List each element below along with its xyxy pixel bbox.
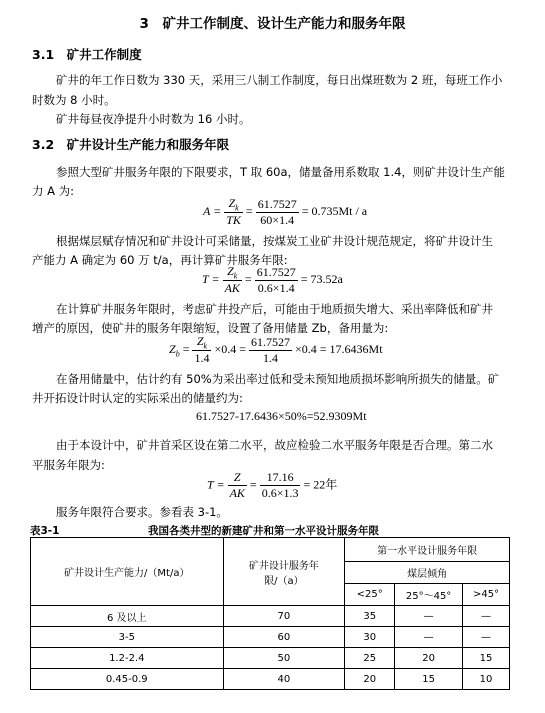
table-row [31,627,510,648]
table-title: 我国各类井型的新建矿井和第一水平设计服务年限 [148,525,379,537]
equation-4: 61.7527-17.6436×50%=52.9309Mt [196,409,367,423]
table-label: 表3-1 [30,525,60,537]
cell-dip2: 15 [395,669,463,690]
s32-paragraph5-line2: 平服务年限为: [32,458,105,472]
section-3-1-heading: 3.1 矿井工作制度 [32,47,142,62]
table-row [31,669,510,690]
cell-dip3: — [463,606,510,627]
cell-dip3: 10 [463,669,510,690]
s32-paragraph2-line1: 根据煤层赋存情况和矿井设计可采储量，按煤炭工业矿井设计规范规定，将矿井设计生 [56,234,493,248]
cell-life: 60 [223,627,345,648]
s31-paragraph1-line2: 时数为 8 小时。 [32,93,116,107]
header-dip-lt25: <25° [345,584,395,606]
cell-dip3: — [463,627,510,648]
table-row [31,606,510,627]
service-life-table [30,537,510,690]
cell-capacity: 0.45-0.9 [31,669,224,690]
s32-paragraph4-line2: 井开拓设计时认定的实际采出的储量约为: [32,391,243,405]
cell-dip1: 25 [345,648,395,669]
cell-capacity: 6 及以上 [31,606,224,627]
s32-paragraph1-line1: 参照大型矿井服务年限的下限要求，T 取 60a，储量备用系数取 1.4，则矿井设计生产能 [56,165,505,179]
cell-dip1: 20 [345,669,395,690]
cell-dip1: 30 [345,627,395,648]
s32-paragraph2-line2: 产能力 A 确定为 60 万 t/a，再计算矿井服务年限: [32,253,288,267]
s32-paragraph3-line2: 增产的原因，使矿井的服务年限缩短，设置了备用储量 Zb，备用量为: [32,321,389,335]
s32-paragraph3-line1: 在计算矿井服务年限时，考虑矿井投产后，可能由于地质损失增大、采出率降低和矿井 [56,302,493,316]
cell-dip2: 20 [395,648,463,669]
header-first-level: 第一水平设计服务年限 [345,538,510,562]
cell-dip3: 15 [463,648,510,669]
equation-1: A = $\frac{Z_k}{TK}$ = $\frac{61.7527}{60\times 1.4}$ = 0.735Mt / a [203,196,368,228]
cell-life: 40 [223,669,345,690]
cell-dip2: — [395,627,463,648]
header-dip-25-45: 25°～45° [395,584,463,606]
chapter-title: 3 矿井工作制度、设计生产能力和服务年限 [139,16,406,32]
equation-3: $Z_b$ = $\frac{Z_k}{1.4}$ ×0.4 = $\frac{61.7527}{1.4}$ ×0.4 = 17.6436Mt [169,334,383,366]
section-3-2-heading: 3.2 矿井设计生产能力和服务年限 [32,137,230,152]
equation-5: T = $\frac{Z}{AK}$ = $\frac{17.16}{0.6\times 1.3}$ = 22年 [207,470,338,500]
equation-2: T = $\frac{Z_k}{AK}$ = $\frac{61.7527}{0.6\times 1.4}$ = 73.52a [202,264,343,296]
header-service-life: 矿井设计服务年 限/（a） [223,538,345,606]
s32-paragraph4-line1: 在备用储量中，估计约有 50%为采出率过低和受未预知地质损坏影响所损失的储量。矿 [56,372,500,386]
cell-capacity: 1.2-2.4 [31,648,224,669]
s32-paragraph5-line1: 由于本设计中，矿井首采区设在第二水平，故应检验二水平服务年限是否合理。第二水 [56,438,493,452]
s31-paragraph1-line1: 矿井的年工作日数为 330 天，采用三八制工作制度，每日出煤班数为 2 班，每班工作小 [56,73,503,87]
cell-dip2: — [395,606,463,627]
header-dip: 煤层倾角 [345,562,510,584]
cell-life: 70 [223,606,345,627]
header-capacity: 矿井设计生产能力/（Mt/a） [31,538,224,606]
header-dip-gt45: >45° [463,584,510,606]
cell-dip1: 35 [345,606,395,627]
s32-paragraph6: 服务年限符合要求。参看表 3-1。 [56,505,228,519]
table-row [31,648,510,669]
s31-paragraph2: 矿井每昼夜净提升小时数为 16 小时。 [56,112,251,126]
cell-life: 50 [223,648,345,669]
s32-paragraph1-line2: 力 A 为: [32,184,75,198]
cell-capacity: 3-5 [31,627,224,648]
